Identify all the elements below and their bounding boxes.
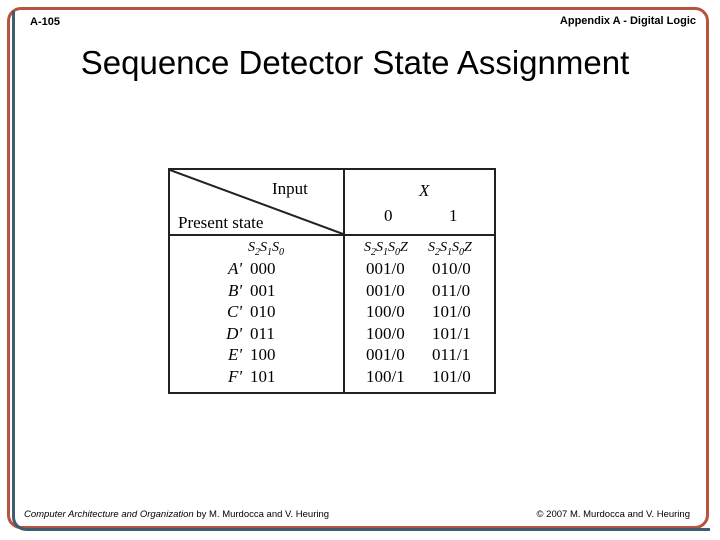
state-code: 101 bbox=[250, 366, 276, 386]
section-header: Appendix A - Digital Logic bbox=[559, 15, 696, 27]
next-state-x0: 001/0 bbox=[366, 280, 405, 300]
book-authors: by M. Murdocca and V. Heuring bbox=[196, 509, 330, 520]
column-divider bbox=[343, 170, 345, 392]
next-state-x1: 101/0 bbox=[432, 302, 471, 321]
next-state-x1: 101/1 bbox=[432, 323, 471, 343]
footer-citation bbox=[24, 509, 329, 520]
next-state-x0: 100/1 bbox=[366, 366, 405, 386]
state-code: 011 bbox=[250, 323, 275, 343]
state-name: F' bbox=[227, 366, 242, 386]
state-assignment-table bbox=[168, 168, 496, 394]
next-state-x1: 101/0 bbox=[432, 366, 471, 386]
next-state-x0: 100/0 bbox=[366, 302, 405, 321]
state-name: E' bbox=[227, 345, 242, 364]
state-code: 000 bbox=[250, 259, 276, 278]
state-name: A' bbox=[227, 259, 242, 278]
header-divider bbox=[170, 234, 494, 236]
state-name: B' bbox=[227, 280, 242, 300]
next-state-x1: 011/1 bbox=[432, 345, 471, 364]
input-value-1: 1 bbox=[449, 206, 458, 225]
present-state-bits-header: $S_2S_1S_0$ bbox=[248, 240, 284, 258]
input-variable-label: X bbox=[419, 181, 430, 200]
next-state-x1: 010/0 bbox=[432, 259, 471, 278]
state-code: 010 bbox=[250, 302, 276, 321]
state-code: 001 bbox=[250, 280, 276, 300]
state-code: 100 bbox=[250, 345, 276, 364]
next-state-x0: 001/0 bbox=[366, 345, 405, 364]
input-corner-label: Input bbox=[272, 179, 308, 198]
next-state-output-header-1: $S_2S_1S_0Z$ bbox=[428, 240, 472, 258]
book-title: Computer Architecture and Organization bbox=[24, 509, 194, 520]
slide-number: A-105 bbox=[30, 16, 60, 28]
next-state-x1: 011/0 bbox=[432, 280, 471, 300]
footer-copyright: © 2007 M. Murdocca and V. Heuring bbox=[536, 509, 690, 520]
present-state-corner-label: Present state bbox=[178, 213, 264, 232]
state-name: C' bbox=[227, 302, 242, 321]
next-state-x0: 001/0 bbox=[366, 259, 405, 278]
next-state-output-header-0: $S_2S_1S_0Z$ bbox=[364, 240, 408, 258]
input-value-0: 0 bbox=[384, 206, 393, 225]
next-state-x0: 100/0 bbox=[366, 323, 405, 343]
state-name: D' bbox=[226, 323, 242, 343]
slide-title: Sequence Detector State Assignment bbox=[80, 44, 630, 81]
